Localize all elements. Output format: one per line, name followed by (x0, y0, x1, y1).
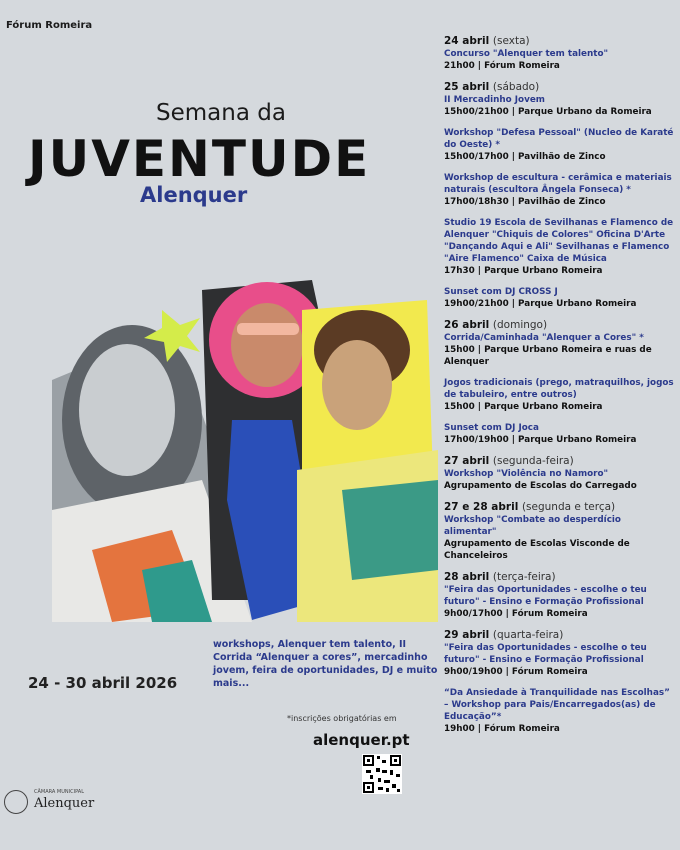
venue-label: Fórum Romeira (6, 20, 93, 31)
registration-website[interactable]: alenquer.pt (313, 731, 410, 749)
photo-collage (52, 270, 438, 632)
schedule-event (444, 127, 674, 163)
schedule-day (444, 455, 674, 468)
event-title: "Feira das Oportunidades - escolhe o teu futuro" - Ensino e Formação Profissional (444, 643, 647, 665)
day-date: 25 abril (444, 81, 490, 93)
event-time-location: 15h00 | Parque Urbano Romeira e ruas de Alenquer (444, 345, 652, 367)
day-date: 26 abril (444, 319, 490, 331)
title-line-1: Semana da (156, 100, 286, 126)
day-date: 27 abril (444, 455, 490, 467)
day-date: 24 abril (444, 35, 490, 47)
event-title: Workshop de escultura - cerâmica e materiais naturais (escultora Ângela Fonseca) * (444, 173, 672, 195)
day-name: (domingo) (492, 319, 548, 331)
schedule-event (444, 422, 674, 446)
day-name: (segunda e terça) (521, 501, 616, 513)
day-name: (quarta-feira) (492, 629, 564, 641)
event-title: Jogos tradicionais (prego, matraquilhos, jogos de tabuleiro, entre outros) (444, 378, 674, 400)
schedule-day (444, 35, 674, 48)
schedule-list (444, 30, 674, 744)
event-time-location: 9h00/19h00 | Fórum Romeira (444, 667, 588, 677)
event-title: Concurso "Alenquer tem talento" (444, 49, 609, 59)
logo-subtitle: CÂMARA MUNICIPAL (34, 789, 84, 795)
event-title: Studio 19 Escola de Sevilhanas e Flamenco de Alenquer "Chiquis de Colores" Oficina D'Arte "Dançando Aqui e Ali" Sevilhanas e Flamenco "Aire Flamenco" Caixa de Música (444, 218, 674, 264)
event-title: Workshop "Violência no Namoro" (444, 469, 609, 479)
registration-note: *inscrições obrigatórias em (287, 714, 397, 723)
schedule-event (444, 584, 674, 620)
event-time-location: 19h00 | Fórum Romeira (444, 724, 560, 734)
day-date: 28 abril (444, 571, 490, 583)
schedule-day (444, 319, 674, 332)
event-time-location: Agrupamento de Escolas do Carregado (444, 481, 637, 491)
event-time-location: 21h00 | Fórum Romeira (444, 61, 560, 71)
schedule-event (444, 217, 674, 277)
schedule-event (444, 468, 674, 492)
crest-icon (4, 790, 28, 814)
day-date: 27 e 28 abril (444, 501, 519, 513)
schedule-event (444, 286, 674, 310)
schedule-event (444, 48, 674, 72)
event-time-location: Agrupamento de Escolas Visconde de Chanceleiros (444, 539, 630, 561)
title-location: Alenquer (140, 183, 248, 207)
schedule-day (444, 571, 674, 584)
event-title: Sunset com DJ CROSS J (444, 287, 558, 297)
title-main: JUVENTUDE (28, 130, 371, 188)
event-title: Sunset com DJ Joca (444, 423, 539, 433)
event-time-location: 19h00/21h00 | Parque Urbano Romeira (444, 299, 637, 309)
day-name: (sábado) (492, 81, 540, 93)
event-title: Corrida/Caminhada "Alenquer a Cores" * (444, 333, 644, 343)
day-name: (terça-feira) (492, 571, 556, 583)
schedule-event (444, 94, 674, 118)
event-time-location: 17h00/19h00 | Parque Urbano Romeira (444, 435, 637, 445)
event-time-location: 15h00/21h00 | Parque Urbano da Romeira (444, 107, 652, 117)
event-summary: workshops, Alenquer tem talento, II Corrida “Alenquer a cores”, mercadinho jovem, feira de oportunidades, DJ e muito mais... (213, 639, 438, 689)
event-title: Workshop "Combate ao desperdício alimentar" (444, 515, 621, 537)
event-title: Workshop "Defesa Pessoal" (Nucleo de Karaté do Oeste) * (444, 128, 674, 150)
schedule-day (444, 629, 674, 642)
schedule-event (444, 172, 674, 208)
logo-name: Alenquer (34, 796, 95, 811)
event-time-location: 9h00/17h00 | Fórum Romeira (444, 609, 588, 619)
event-title: II Mercadinho Jovem (444, 95, 545, 105)
event-time-location: 15h00 | Parque Urbano Romeira (444, 402, 603, 412)
event-time-location: 17h30 | Parque Urbano Romeira (444, 266, 603, 276)
event-time-location: 15h00/17h00 | Pavilhão de Zinco (444, 152, 606, 162)
event-title: “Da Ansiedade à Tranquilidade nas Escolhas” – Workshop para Pais/Encarregados(as) de Educação”* (444, 688, 670, 722)
event-time-location: 17h00/18h30 | Pavilhão de Zinco (444, 197, 606, 207)
day-date: 29 abril (444, 629, 490, 641)
day-name: (sexta) (492, 35, 530, 47)
schedule-event (444, 642, 674, 678)
event-dates: 24 - 30 abril 2026 (28, 674, 178, 692)
schedule-day (444, 81, 674, 94)
event-title: "Feira das Oportunidades - escolhe o teu futuro" - Ensino e Formação Profissional (444, 585, 647, 607)
qr-code[interactable] (362, 754, 402, 794)
day-name: (segunda-feira) (492, 455, 574, 467)
schedule-event (444, 514, 674, 562)
schedule-event (444, 377, 674, 413)
schedule-event (444, 332, 674, 368)
schedule-event (444, 687, 674, 735)
schedule-day (444, 501, 674, 514)
